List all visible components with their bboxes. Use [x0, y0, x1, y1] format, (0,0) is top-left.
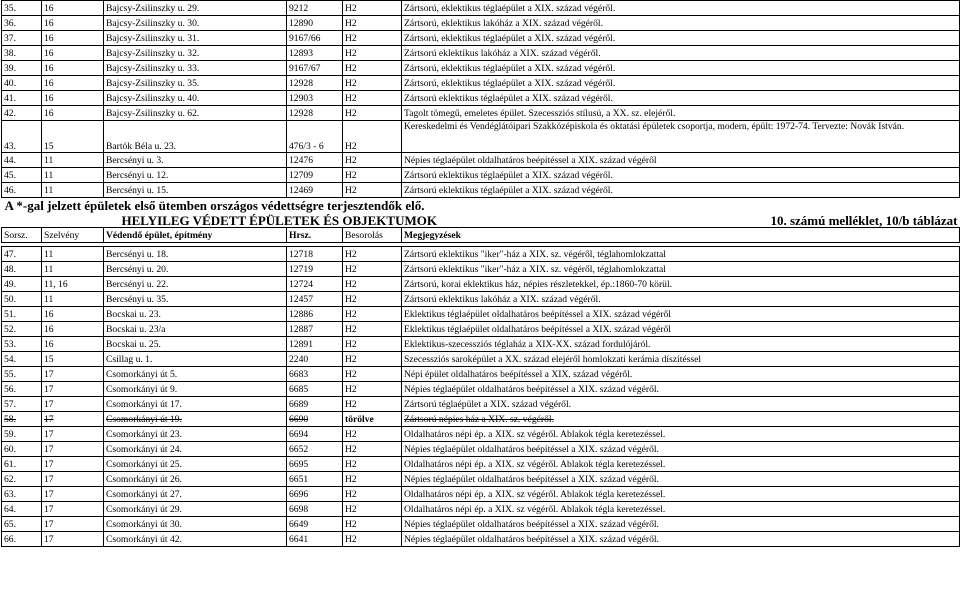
row-number: 42. [2, 106, 42, 121]
row-sheet: 16 [42, 307, 104, 322]
row-number: 65. [2, 517, 42, 532]
row-lot-number: 12476 [287, 153, 343, 168]
row-lot-number: 6651 [287, 472, 343, 487]
table-row [2, 397, 960, 412]
row-notes: Oldalhatáros népi ép. a XIX. sz végéről. Ablakok tégla keretezéssel. [402, 427, 960, 442]
row-category: H2 [343, 457, 402, 472]
row-sheet: 16 [42, 31, 104, 46]
row-sheet: 11 [42, 292, 104, 307]
note-row [2, 198, 960, 214]
row-lot-number: 12886 [287, 307, 343, 322]
row-sheet: 17 [42, 427, 104, 442]
row-number: 64. [2, 502, 42, 517]
row-address: Bajcsy-Zsilinszky u. 40. [104, 91, 287, 106]
row-notes: Zártsorú, eklektikus lakóház a XIX. század végéről. [402, 16, 960, 31]
row-sheet: 11 [42, 247, 104, 262]
header-row [2, 228, 960, 243]
row-number: 36. [2, 16, 42, 31]
row-lot-number: 12891 [287, 337, 343, 352]
row-number: 41. [2, 91, 42, 106]
row-address: Csillag u. 1. [104, 352, 287, 367]
row-lot-number: 6695 [287, 457, 343, 472]
row-address: Csomorkányi út 26. [104, 472, 287, 487]
row-category: H2 [343, 121, 402, 153]
table-row [2, 262, 960, 277]
row-address: Bajcsy-Zsilinszky u. 31. [104, 31, 287, 46]
row-sheet: 17 [42, 457, 104, 472]
header-notes: Megjegyzések [402, 228, 960, 243]
row-lot-number: 6698 [287, 502, 343, 517]
row-category: H2 [343, 16, 402, 31]
row-number: 54. [2, 352, 42, 367]
table-row [2, 502, 960, 517]
table-row [2, 31, 960, 46]
row-lot-number: 12887 [287, 322, 343, 337]
row-notes: Zártsorú eklektikus lakóház a XIX. század végéről. [402, 292, 960, 307]
row-notes: Zártsorú, eklektikus téglaépület a XIX. század végéről. [402, 76, 960, 91]
row-lot-number: 6690 [287, 412, 343, 427]
table-row [2, 322, 960, 337]
row-lot-number: 6694 [287, 427, 343, 442]
row-address: Csomorkányi út 5. [104, 367, 287, 382]
row-notes: Zártsorú eklektikus téglaépület a XIX. század végéről. [402, 183, 960, 198]
row-notes: Oldalhatáros népi ép. a XIX. sz végéről. Ablakok tégla keretezéssel. [402, 487, 960, 502]
table-row [2, 442, 960, 457]
row-category: H2 [343, 106, 402, 121]
row-sheet: 16 [42, 91, 104, 106]
row-category: H2 [343, 61, 402, 76]
row-sheet: 16 [42, 16, 104, 31]
row-sheet: 15 [42, 121, 104, 153]
row-category: H2 [343, 46, 402, 61]
row-category: H2 [343, 183, 402, 198]
row-number: 45. [2, 168, 42, 183]
row-lot-number: 12928 [287, 76, 343, 91]
row-address: Csomorkányi út 25. [104, 457, 287, 472]
row-sheet: 11 [42, 262, 104, 277]
protected-buildings-table [1, 0, 960, 547]
row-category: H2 [343, 397, 402, 412]
row-number: 66. [2, 532, 42, 547]
row-category: H2 [343, 502, 402, 517]
row-sheet: 17 [42, 397, 104, 412]
row-notes: Oldalhatáros népi ép. a XIX. sz végéről. Ablakok tégla keretezéssel. [402, 502, 960, 517]
row-category: H2 [343, 427, 402, 442]
row-number: 51. [2, 307, 42, 322]
table-row [2, 1, 960, 16]
row-lot-number: 12709 [287, 168, 343, 183]
row-category: H2 [343, 168, 402, 183]
table-row [2, 168, 960, 183]
row-sheet: 11 [42, 183, 104, 198]
row-address: Csomorkányi út 17. [104, 397, 287, 412]
table-row [2, 532, 960, 547]
row-notes: Tagolt tömegű, emeletes épület. Szecessziós stílusú, a XX. sz. elejéről. [402, 106, 960, 121]
row-category: H2 [343, 292, 402, 307]
row-category: H2 [343, 517, 402, 532]
row-category: H2 [343, 472, 402, 487]
row-sheet: 17 [42, 382, 104, 397]
table-row [2, 61, 960, 76]
table-row [2, 46, 960, 61]
row-number: 47. [2, 247, 42, 262]
row-notes: Zártsorú téglaépület a XIX. század végéről. [402, 397, 960, 412]
row-number: 59. [2, 427, 42, 442]
row-number: 37. [2, 31, 42, 46]
row-notes: Zártsorú eklektikus "iker"-ház a XIX. sz. végéről, téglahomlokzattal [402, 262, 960, 277]
table-row [2, 367, 960, 382]
row-lot-number: 12890 [287, 16, 343, 31]
row-notes: Zártsorú eklektikus téglaépület a XIX. század végéről. [402, 91, 960, 106]
table-section-top [2, 1, 960, 121]
row-address: Bercsényi u. 22. [104, 277, 287, 292]
row-category: H2 [343, 277, 402, 292]
row-notes: Zártsorú, eklektikus téglaépület a XIX. század végéről. [402, 61, 960, 76]
row-sheet: 16 [42, 46, 104, 61]
header-building: Védendő épület, építmény [104, 228, 287, 243]
row-sheet: 16 [42, 61, 104, 76]
row-notes: Eklektikus téglaépület oldalhatáros beépítéssel a XIX. század végéről [402, 307, 960, 322]
row-number: 43. [2, 121, 42, 153]
row-lot-number: 6652 [287, 442, 343, 457]
title-row [2, 213, 960, 228]
row-sheet: 16 [42, 322, 104, 337]
header-lot: Hrsz. [287, 228, 343, 243]
row-sheet: 17 [42, 487, 104, 502]
row-category: H2 [343, 153, 402, 168]
row-lot-number: 6649 [287, 517, 343, 532]
row-lot-number: 9167/67 [287, 61, 343, 76]
header-category: Besorolás [343, 228, 402, 243]
table-row [2, 106, 960, 121]
row-number: 52. [2, 322, 42, 337]
table-row [2, 352, 960, 367]
row-number: 56. [2, 382, 42, 397]
table-row [2, 153, 960, 168]
row-number: 60. [2, 442, 42, 457]
row-sheet: 15 [42, 352, 104, 367]
table-row [2, 457, 960, 472]
row-address: Csomorkányi út 24. [104, 442, 287, 457]
row-number: 53. [2, 337, 42, 352]
row-lot-number: 6689 [287, 397, 343, 412]
row-category: H2 [343, 31, 402, 46]
row-lot-number: 6685 [287, 382, 343, 397]
table-section-heading [2, 198, 960, 247]
row-category: H2 [343, 382, 402, 397]
row-address: Csomorkányi út 29. [104, 502, 287, 517]
row-lot-number: 6683 [287, 367, 343, 382]
row-number: 55. [2, 367, 42, 382]
table-row [2, 16, 960, 31]
row-number: 48. [2, 262, 42, 277]
row-notes: Népies téglaépület oldalhatáros beépítéssel a XIX. század végéről. [402, 517, 960, 532]
row-notes: Népies téglaépület oldalhatáros beépítéssel a XIX. század végéről. [402, 382, 960, 397]
row-lot-number: 12928 [287, 106, 343, 121]
row-sheet: 16 [42, 1, 104, 16]
table-row [2, 91, 960, 106]
row-number: 62. [2, 472, 42, 487]
header-sheet: Szelvény [42, 228, 104, 243]
row-sheet: 11 [42, 153, 104, 168]
row-notes: Eklektikus téglaépület oldalhatáros beépítéssel a XIX. század végéről [402, 322, 960, 337]
table-row [2, 183, 960, 198]
table-row [2, 382, 960, 397]
row-lot-number: 9167/66 [287, 31, 343, 46]
row-lot-number: 12724 [287, 277, 343, 292]
row-notes: Zártsorú eklektikus "iker"-ház a XIX. sz. végéről, téglahomlokzattal [402, 247, 960, 262]
row-category: törölve [343, 412, 402, 427]
row-notes: Kereskedelmi és Vendéglátóipari Szakközépiskola és oktatási épületek csoportja, modern, épült: 1972-74. Tervezte: Novák István. [402, 121, 960, 153]
row-address: Csomorkányi út 23. [104, 427, 287, 442]
table-row [2, 487, 960, 502]
row-lot-number: 12469 [287, 183, 343, 198]
table-row [2, 247, 960, 262]
row-notes: Oldalhatáros népi ép. a XIX. sz végéről. Ablakok tégla keretezéssel. [402, 457, 960, 472]
row-notes: Zártsorú népies ház a XIX. sz. végéről. [402, 412, 960, 427]
page-title: HELYILEG VÉDETT ÉPÜLETEK ÉS OBJEKTUMOK [121, 212, 437, 228]
row-address: Bocskai u. 23. [104, 307, 287, 322]
row-number: 40. [2, 76, 42, 91]
table-row [2, 517, 960, 532]
row-number: 38. [2, 46, 42, 61]
row-address: Bercsényi u. 3. [104, 153, 287, 168]
row-address: Bocskai u. 23/a [104, 322, 287, 337]
row-sheet: 17 [42, 367, 104, 382]
row-address: Csomorkányi út 27. [104, 487, 287, 502]
table-row [2, 412, 960, 427]
row-sheet: 11, 16 [42, 277, 104, 292]
table-row [2, 277, 960, 292]
row-category: H2 [343, 307, 402, 322]
row-notes: Népies téglaépület oldalhatáros beépítéssel a XIX. század végéről. [402, 472, 960, 487]
row-category: H2 [343, 442, 402, 457]
row-number: 58. [2, 412, 42, 427]
row-address: Bajcsy-Zsilinszky u. 35. [104, 76, 287, 91]
row-sheet: 17 [42, 412, 104, 427]
row-lot-number: 12903 [287, 91, 343, 106]
row-number: 44. [2, 153, 42, 168]
row-number: 35. [2, 1, 42, 16]
row-notes: Népies téglaépület oldalhatáros beépítéssel a XIX. század végéről. [402, 532, 960, 547]
row-sheet: 11 [42, 168, 104, 183]
row-lot-number: 12719 [287, 262, 343, 277]
table-section-bottom [2, 247, 960, 547]
row-sheet: 17 [42, 442, 104, 457]
row-lot-number: 2240 [287, 352, 343, 367]
row-category: H2 [343, 532, 402, 547]
row-address: Bocskai u. 25. [104, 337, 287, 352]
table-row [2, 292, 960, 307]
row-lot-number: 476/3 - 6 [287, 121, 343, 153]
priority-note: A *-gal jelzett épületek első ütemben országos védettségre terjesztendők elő. [4, 198, 425, 213]
row-notes: Zártsorú, eklektikus téglaépület a XIX. század végéről. [402, 31, 960, 46]
row-category: H2 [343, 247, 402, 262]
row-notes: Szecessziós saroképület a XX. század elejéről homlokzati kerámia díszítéssel [402, 352, 960, 367]
row-number: 61. [2, 457, 42, 472]
row-number: 57. [2, 397, 42, 412]
row-address: Csomorkányi út 30. [104, 517, 287, 532]
row-address: Csomorkányi út 9. [104, 382, 287, 397]
row-notes: Zártsorú, eklektikus téglaépület a XIX. század végéről. [402, 1, 960, 16]
table-section-43 [2, 121, 960, 153]
row-sheet: 17 [42, 472, 104, 487]
row-number: 50. [2, 292, 42, 307]
row-address: Bercsényi u. 18. [104, 247, 287, 262]
row-address: Bajcsy-Zsilinszky u. 32. [104, 46, 287, 61]
row-category: H2 [343, 337, 402, 352]
row-lot-number: 6641 [287, 532, 343, 547]
row-notes: Zártsorú, korai eklektikus ház, népies részletekkel, ép.:1860-70 körül. [402, 277, 960, 292]
table-row [2, 427, 960, 442]
table-row [2, 121, 960, 153]
row-address: Bajcsy-Zsilinszky u. 29. [104, 1, 287, 16]
row-notes: Zártsorú eklektikus téglaépület a XIX. század végéről. [402, 168, 960, 183]
row-number: 46. [2, 183, 42, 198]
row-lot-number: 12893 [287, 46, 343, 61]
row-lot-number: 6696 [287, 487, 343, 502]
row-number: 39. [2, 61, 42, 76]
row-category: H2 [343, 91, 402, 106]
row-category: H2 [343, 262, 402, 277]
row-category: H2 [343, 322, 402, 337]
row-address: Bercsényi u. 20. [104, 262, 287, 277]
table-row [2, 337, 960, 352]
row-category: H2 [343, 487, 402, 502]
row-address: Csomorkányi út 19. [104, 412, 287, 427]
row-sheet: 16 [42, 76, 104, 91]
table-row [2, 307, 960, 322]
row-address: Csomorkányi út 42. [104, 532, 287, 547]
row-address: Bartók Béla u. 23. [104, 121, 287, 153]
row-address: Bercsényi u. 15. [104, 183, 287, 198]
table-row [2, 472, 960, 487]
table-row [2, 76, 960, 91]
row-lot-number: 12718 [287, 247, 343, 262]
row-address: Bercsényi u. 35. [104, 292, 287, 307]
row-category: H2 [343, 76, 402, 91]
annex-label: 10. számú melléklet, 10/b táblázat [770, 212, 958, 228]
row-sheet: 16 [42, 106, 104, 121]
row-notes: Népies téglaépület oldalhatáros beépítéssel a XIX. század végéről. [402, 442, 960, 457]
row-notes: Zártsorú eklektikus lakóház a XIX. század végéről. [402, 46, 960, 61]
row-address: Bercsényi u. 12. [104, 168, 287, 183]
row-number: 63. [2, 487, 42, 502]
row-notes: Népi épület oldalhatáros beépítéssel a XIX. század végéről. [402, 367, 960, 382]
row-address: Bajcsy-Zsilinszky u. 33. [104, 61, 287, 76]
row-category: H2 [343, 1, 402, 16]
header-number: Sorsz. [2, 228, 42, 243]
row-lot-number: 9212 [287, 1, 343, 16]
table-section-mid [2, 153, 960, 198]
row-category: H2 [343, 352, 402, 367]
row-category: H2 [343, 367, 402, 382]
row-number: 49. [2, 277, 42, 292]
row-address: Bajcsy-Zsilinszky u. 30. [104, 16, 287, 31]
row-sheet: 16 [42, 337, 104, 352]
row-sheet: 17 [42, 502, 104, 517]
row-address: Bajcsy-Zsilinszky u. 62. [104, 106, 287, 121]
row-sheet: 17 [42, 517, 104, 532]
row-notes: Eklektikus-szecessziós téglaház a XIX-XX. század fordulójáról. [402, 337, 960, 352]
row-lot-number: 12457 [287, 292, 343, 307]
row-notes: Népies téglaépület oldalhatáros beépítéssel a XIX. század végéről [402, 153, 960, 168]
row-sheet: 17 [42, 532, 104, 547]
